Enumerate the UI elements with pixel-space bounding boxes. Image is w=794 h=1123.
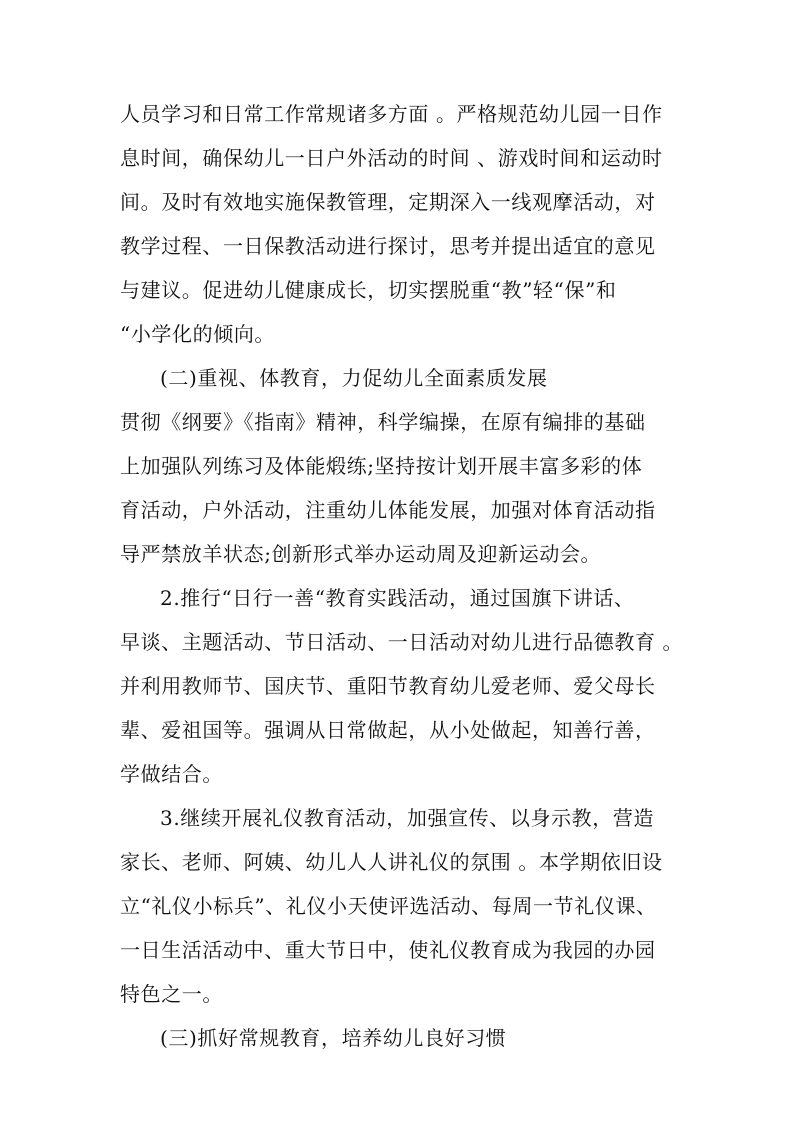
- text-line: 辈、爱祖国等。强调从日常做起，从小处做起，知善行善，: [120, 718, 656, 742]
- section-heading: (二)重视、体教育，力促幼儿全面素质发展: [160, 366, 548, 390]
- text-line: 上加强队列练习及体能煅练;坚持按计划开展丰富多彩的体: [120, 454, 643, 478]
- text-line: 育活动，户外活动，注重幼儿体能发展，加强对体育活动指: [120, 498, 656, 522]
- text-line: 学做结合。: [120, 762, 223, 786]
- text-line: 教学过程、一日保教活动进行探讨，思考并提出适宜的意见: [120, 234, 656, 258]
- text-line: 家长、老师、阿姨、幼儿人人讲礼仪的氛围 。本学期依旧设: [120, 850, 663, 874]
- text-line: 早谈、主题活动、节日活动、一日活动对幼儿进行品德教育 。: [120, 630, 684, 654]
- text-line: 人员学习和日常工作常规诸多方面 。严格规范幼儿园一日作: [120, 102, 663, 126]
- text-line: 与建议。促进幼儿健康成长，切实摆脱重“教”轻“保”和: [120, 278, 617, 302]
- text-line: 间。及时有效地实施保教管理，定期深入一线观摩活动，对: [120, 190, 656, 214]
- section-heading: (三)抓好常规教育，培养幼儿良好习惯: [160, 1026, 507, 1050]
- text-line: 并利用教师节、国庆节、重阳节教育幼儿爱老师、爱父母长: [120, 674, 656, 698]
- text-line: “小学化的倾向。: [120, 322, 276, 346]
- numbered-paragraph-start: 3.继续开展礼仪教育活动，加强宣传、以身示教，营造: [160, 806, 655, 830]
- text-line: 导严禁放羊状态;创新形式举办运动周及迎新运动会。: [120, 542, 602, 566]
- text-line: 息时间，确保幼儿一日户外活动的时间 、游戏时间和运动时: [120, 146, 663, 170]
- text-line: 一日生活活动中、重大节日中，使礼仪教育成为我园的办园: [120, 938, 656, 962]
- text-line: 特色之一。: [120, 982, 223, 1006]
- text-line: 立“礼仪小标兵”、礼仪小天使评选活动、每周一节礼仪课、: [120, 894, 657, 918]
- numbered-paragraph-start: 2.推行“日行一善“教育实践活动，通过国旗下讲话、: [160, 586, 635, 610]
- text-line: 贯彻《纲要》《指南》精神，科学编操，在原有编排的基础: [120, 410, 646, 434]
